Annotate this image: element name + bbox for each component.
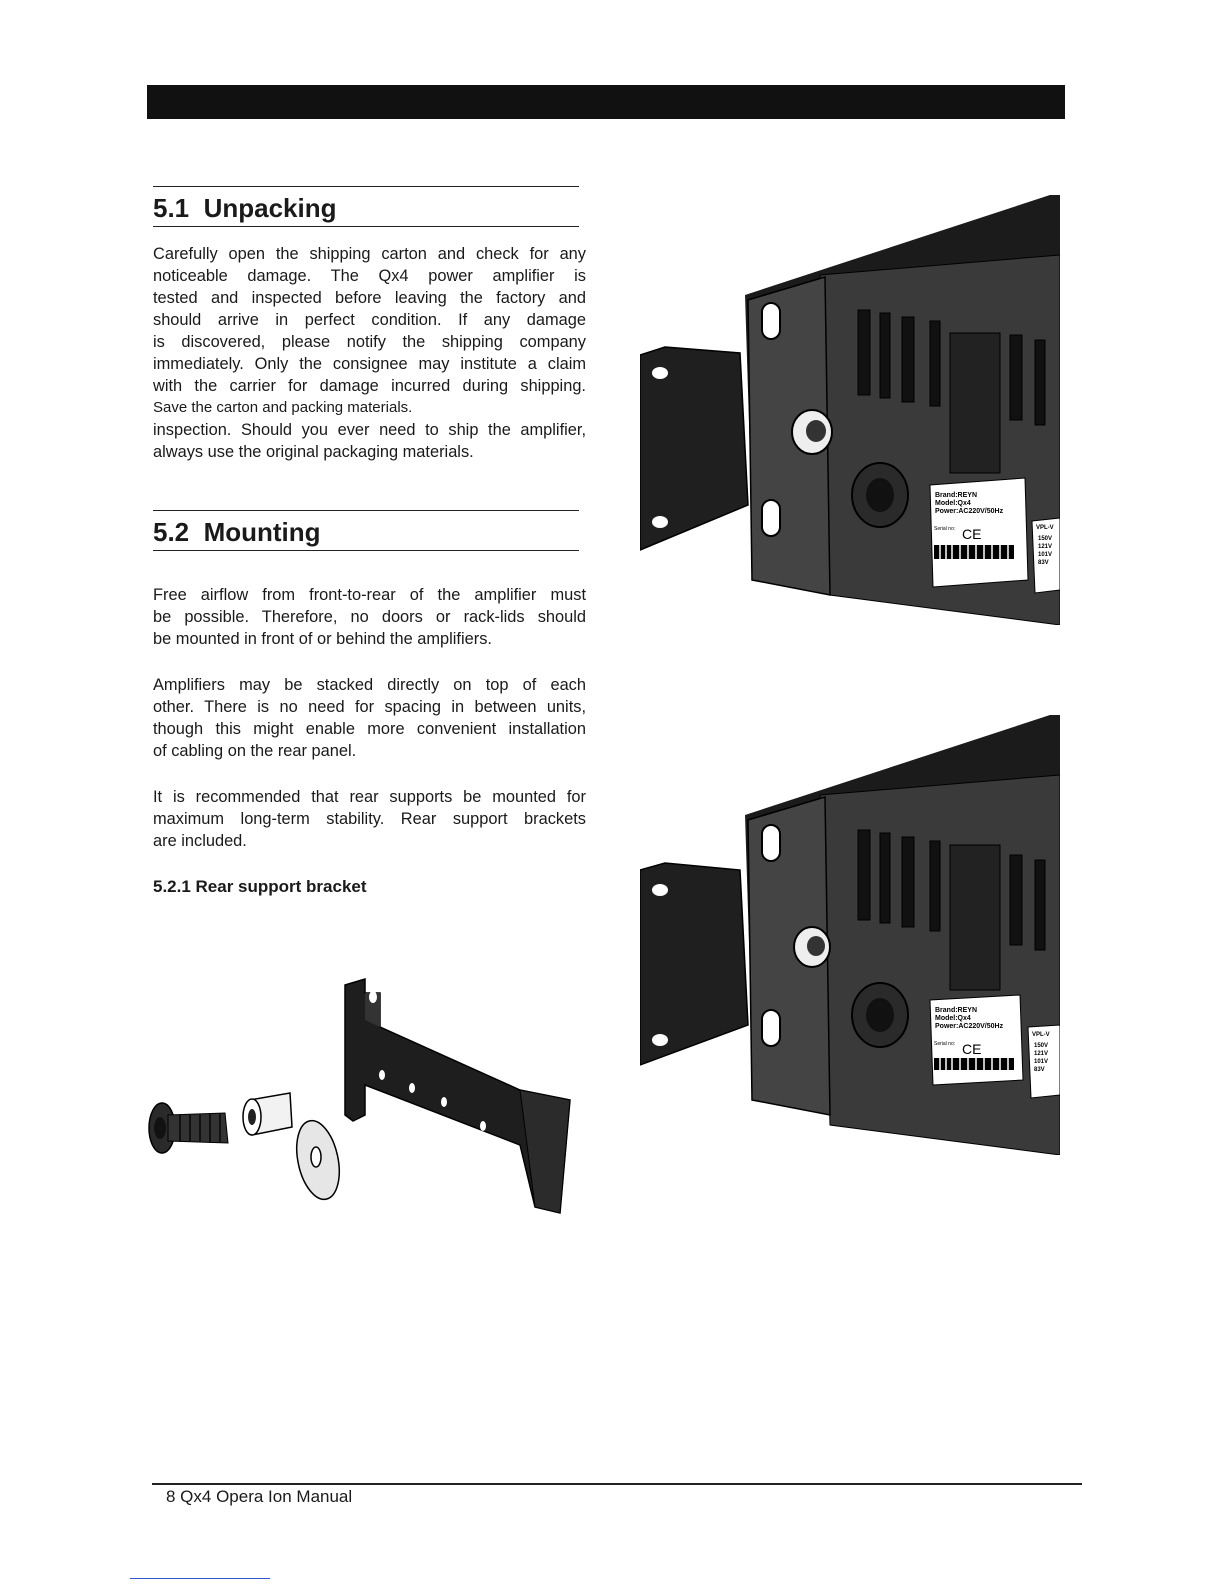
washer-icon — [290, 1117, 346, 1204]
footer-page-label: 8 Qx4 Opera Ion Manual — [166, 1487, 353, 1506]
text-line: Save the carton and packing materials. — [153, 399, 413, 416]
footer-rule — [152, 1483, 1082, 1485]
header-bar — [147, 85, 1065, 119]
section-rule-top — [153, 510, 579, 511]
label-side-value: 101V — [1038, 552, 1053, 558]
label-serial: Serial no: — [934, 1041, 956, 1047]
text-line: maximum long-term stability. Rear support brackets — [153, 810, 586, 828]
link-underline — [130, 1578, 270, 1579]
label-side-title: VPL-V — [1032, 1032, 1050, 1038]
text-line: always use the original packaging materials. — [153, 443, 474, 461]
label-side-title: VPL-V — [1036, 525, 1054, 531]
text-line: other. There is no need for spacing in between units, — [153, 698, 586, 716]
ce-mark: CE — [962, 1041, 982, 1057]
mounting-paragraph-1 — [153, 584, 586, 650]
mounting-paragraph-2 — [153, 674, 586, 762]
text-line: is discovered, please notify the shipping company — [153, 333, 586, 351]
text-line: Free airflow from front-to-rear of the amplifier must — [153, 586, 586, 604]
section-title-unpacking: 5.1 Unpacking — [153, 193, 337, 223]
section-rule-bottom — [153, 226, 579, 227]
label-side-value: 121V — [1038, 544, 1053, 550]
label-side-value: 150V — [1038, 536, 1053, 542]
screw-icon — [149, 1103, 228, 1153]
amplifier-rear-view-2 — [640, 715, 1060, 1155]
section-title-mounting: 5.2 Mounting — [153, 517, 321, 547]
label-brand: Brand:REYN — [935, 492, 978, 499]
text-line: tested and inspected before leaving the factory and — [153, 289, 586, 307]
label-side-value: 121V — [1034, 1051, 1049, 1057]
subheading-rear-support-bracket: 5.2.1 Rear support bracket — [153, 877, 367, 896]
section-rule-bottom — [153, 550, 579, 551]
label-model: Model:Qx4 — [935, 500, 971, 507]
section-rule-top — [153, 186, 579, 187]
text-line: should arrive in perfect condition. If any damage — [153, 311, 586, 329]
bracket-icon — [345, 979, 570, 1213]
text-line: inspection. Should you ever need to ship the amplifier, — [153, 421, 586, 439]
amplifier-rear-view-1 — [640, 195, 1060, 625]
text-line: be mounted in front of or behind the amplifiers. — [153, 630, 492, 648]
label-power: Power:AC220V/50Hz — [935, 508, 1004, 515]
label-model: Model:Qx4 — [935, 1015, 971, 1022]
mounting-paragraph-3 — [153, 786, 586, 852]
text-line: with the carrier for damage incurred during shipping. — [153, 377, 586, 395]
label-serial: Serial no: — [934, 526, 956, 532]
label-brand: Brand:REYN — [935, 1007, 978, 1014]
text-line: are included. — [153, 832, 247, 850]
label-power: Power:AC220V/50Hz — [935, 1023, 1004, 1030]
text-line: noticeable damage. The Qx4 power amplifier is — [153, 267, 586, 285]
text-line: be possible. Therefore, no doors or rack-lids should — [153, 608, 586, 626]
text-line: Carefully open the shipping carton and check for any — [153, 245, 586, 263]
text-line: Amplifiers may be stacked directly on top of each — [153, 676, 586, 694]
label-side-value: 101V — [1034, 1059, 1049, 1065]
text-line: It is recommended that rear supports be mounted for — [153, 788, 586, 806]
label-side-value: 150V — [1034, 1043, 1049, 1049]
spacer-icon — [243, 1093, 292, 1135]
text-line: though this might enable more convenient installation — [153, 720, 586, 738]
text-line: of cabling on the rear panel. — [153, 742, 357, 760]
ce-mark: CE — [962, 526, 982, 542]
rear-bracket-illustration — [140, 975, 590, 1235]
label-side-value: 83V — [1038, 560, 1049, 566]
text-line: immediately. Only the consignee may institute a claim — [153, 355, 586, 373]
unpacking-paragraph — [153, 243, 586, 463]
label-side-value: 83V — [1034, 1067, 1045, 1073]
